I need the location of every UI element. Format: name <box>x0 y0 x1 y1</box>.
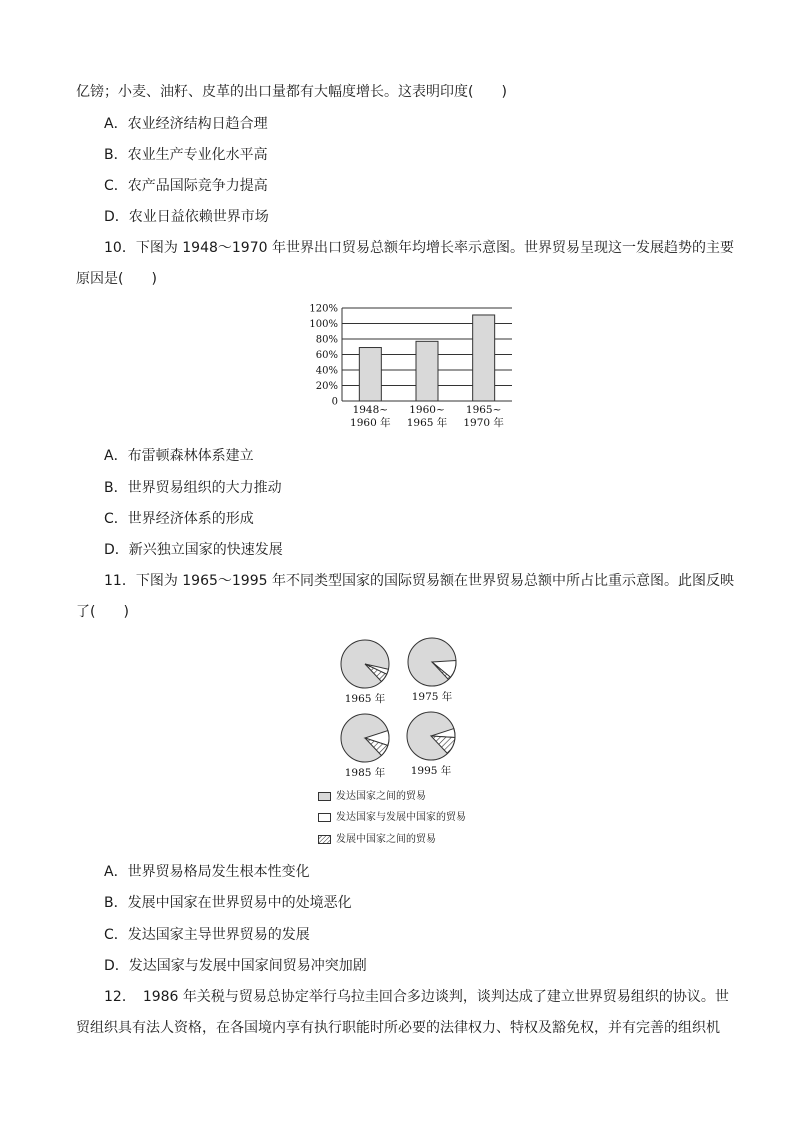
x-tick-label: 1965 年 <box>406 417 448 429</box>
y-tick-label: 100% <box>309 319 338 330</box>
question-9-stem-tail: 亿镑；小麦、油籽、皮革的出口量都有大幅度增长。这表明印度( ) <box>76 84 507 100</box>
q9-option-b[interactable]: B．农业生产专业化水平高 <box>104 147 268 163</box>
legend-swatch-white <box>318 813 331 822</box>
q11-option-a[interactable]: A．世界贸易格局发生根本性变化 <box>104 864 310 880</box>
bar-chart <box>300 300 530 438</box>
legend-swatch-hatched <box>318 835 331 844</box>
q9-option-d[interactable]: D．农业日益依赖世界市场 <box>104 209 269 225</box>
legend-label-developing: 发展中国家之间的贸易 <box>336 834 436 845</box>
y-tick-label: 20% <box>315 381 338 392</box>
legend-mixed <box>318 811 466 825</box>
bar-chart-bars <box>359 315 494 401</box>
bar <box>359 348 381 401</box>
q9-option-c[interactable]: C．农产品国际竞争力提高 <box>104 178 268 194</box>
legend-swatch-gray <box>318 792 331 801</box>
y-tick-label: 120% <box>309 303 338 315</box>
legend-label-mixed: 发达国家与发展中国家的贸易 <box>336 812 466 823</box>
y-tick-label: 0 <box>331 396 338 408</box>
y-tick-label: 80% <box>315 334 338 346</box>
legend-developed <box>318 790 426 804</box>
y-tick-label: 40% <box>315 365 338 377</box>
question-12-stem-line2: 贸组织具有法人资格，在各国境内享有执行职能时所必要的法律权力、特权及豁免权，并有完善的组织机 <box>76 1020 720 1036</box>
x-tick-label: 1965~ <box>465 404 502 416</box>
pie-label: 1995 年 <box>410 765 452 777</box>
pie-label: 1985 年 <box>344 767 386 779</box>
q11-option-b[interactable]: B．发展中国家在世界贸易中的处境恶化 <box>104 895 352 911</box>
q10-option-c[interactable]: C．世界经济体系的形成 <box>104 511 254 527</box>
x-tick-label: 1960 年 <box>350 417 391 429</box>
x-tick-label: 1948~ <box>352 404 389 416</box>
question-12-stem: 12． 1986 年关税与贸易总协定举行乌拉圭回合多边谈判，谈判达成了建立世界贸易组织的协议。世 <box>104 989 729 1005</box>
question-10-stem: 10．下图为 1948～1970 年世界出口贸易总额年均增长率示意图。世界贸易呈现这一发展趋势的主要 <box>104 240 734 256</box>
bar-chart-x-ticks <box>350 404 504 429</box>
pie-group <box>341 638 456 779</box>
x-tick-label: 1970 年 <box>463 417 504 429</box>
q11-option-d[interactable]: D．发达国家与发展中国家间贸易冲突加剧 <box>104 958 367 974</box>
q9-option-a[interactable]: A．农业经济结构日趋合理 <box>104 116 268 132</box>
question-11-stem: 11．下图为 1965～1995 年不同类型国家的国际贸易额在世界贸易总额中所占比重示意图。此图反映 <box>104 573 734 589</box>
q10-option-a[interactable]: A．布雷顿森林体系建立 <box>104 448 254 464</box>
bar <box>416 341 438 401</box>
question-10-stem-line2: 原因是( ) <box>76 271 157 287</box>
pie-charts <box>330 632 470 788</box>
question-11-stem-line2: 了( ) <box>76 604 129 620</box>
q11-option-c[interactable]: C．发达国家主导世界贸易的发展 <box>104 927 310 943</box>
bar <box>473 315 495 401</box>
legend-developing <box>318 833 436 847</box>
pie-label: 1975 年 <box>411 691 453 703</box>
bar-chart-y-ticks <box>309 304 338 408</box>
q10-option-d[interactable]: D．新兴独立国家的快速发展 <box>104 542 283 558</box>
pie-label: 1965 年 <box>344 693 386 705</box>
x-tick-label: 1960~ <box>409 404 445 416</box>
y-tick-label: 60% <box>315 350 338 361</box>
legend-label-developed: 发达国家之间的贸易 <box>336 791 426 802</box>
q10-option-b[interactable]: B．世界贸易组织的大力推动 <box>104 480 282 496</box>
